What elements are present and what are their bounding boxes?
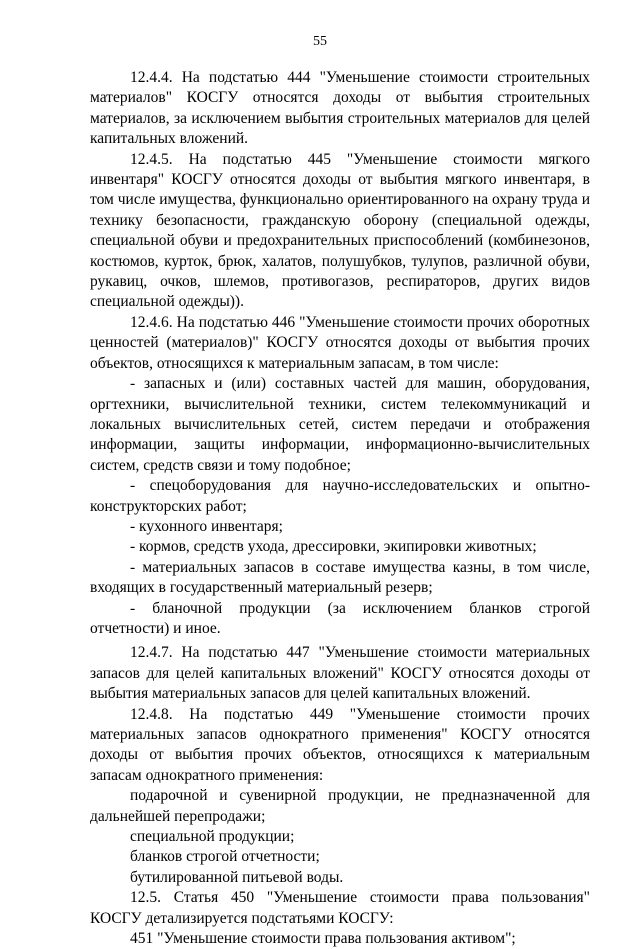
document-body bbox=[90, 68, 590, 949]
list-item: - материальных запасов в составе имущества казны, в том числе, входящих в государственный материальный резерв; bbox=[90, 558, 590, 597]
paragraph-12-4-8: 12.4.8. На подстатью 449 "Уменьшение стоимости прочих материальных запасов однократного применения" КОСГУ относятся доходы от выбытия прочих объектов, относящихся к материальным запасам однократного применения: bbox=[90, 705, 590, 784]
paragraph-12-4-7: 12.4.7. На подстатью 447 "Уменьшение стоимости материальных запасов для целей капитальных вложений" КОСГУ относятся доходы от выбытия материальных запасов для целей капитальных вложений. bbox=[90, 644, 590, 703]
list-item: бутилированной питьевой воды. bbox=[130, 868, 344, 886]
paragraph-12-5: 12.5. Статья 450 "Уменьшение стоимости права пользования" КОСГУ детализируется подстатьями КОСГУ: bbox=[90, 889, 590, 927]
paragraph-12-4-6: 12.4.6. На подстатью 446 "Уменьшение стоимости прочих оборотных ценностей (материалов)" КОСГУ относятся доходы от выбытия прочих объектов, относящихся к материальным запасам, в том числе: bbox=[90, 313, 590, 372]
page-number: 55 bbox=[313, 34, 327, 49]
paragraph-451: 451 "Уменьшение стоимости права пользования активом"; bbox=[130, 930, 516, 948]
list-item: - бланочной продукции (за исключением бланков строгой отчетности) и иное. bbox=[90, 599, 590, 637]
list-item: подарочной и сувенирной продукции, не предназначенной для дальнейшей перепродажи; bbox=[90, 787, 590, 825]
paragraph-12-4-5: 12.4.5. На подстатью 445 "Уменьшение стоимости мягкого инвентаря" КОСГУ относятся доходы от выбытия мягкого инвентаря, в том числе имущества, функционально ориентированного на охрану труда и технику безопасности, гражданскую оборону (специальной одежды, специальной обуви и предохранительных приспособлений (комбинезонов, костюмов, курток, брюк, халатов, полушубков, тулупов, различной обуви, рукавиц, очков, шлемов, противогазов, респираторов, других видов специальной одежды)). bbox=[90, 150, 590, 311]
list-item: специальной продукции; bbox=[130, 828, 295, 846]
list-item: бланков строгой отчетности; bbox=[130, 848, 320, 866]
list-item: - кормов, средств ухода, дрессировки, экипировки животных; bbox=[130, 538, 537, 556]
list-item: - кухонного инвентаря; bbox=[130, 517, 283, 535]
paragraph-12-4-4: 12.4.4. На подстатью 444 "Уменьшение стоимости строительных материалов" КОСГУ относятся доходы от выбытия строительных материалов, за исключением выбытия строительных материалов для целей капитальных вложений. bbox=[90, 69, 590, 148]
list-item: - спецоборудования для научно-исследовательских и опытно-конструкторских работ; bbox=[90, 477, 590, 515]
list-item: - запасных и (или) составных частей для машин, оборудования, оргтехники, вычислительной техники, систем телекоммуникаций и локальных вычислительных сетей, систем передачи и отображения информации, защиты информации, информационно-вычислительных систем, средств связи и тому подобное; bbox=[90, 375, 590, 474]
